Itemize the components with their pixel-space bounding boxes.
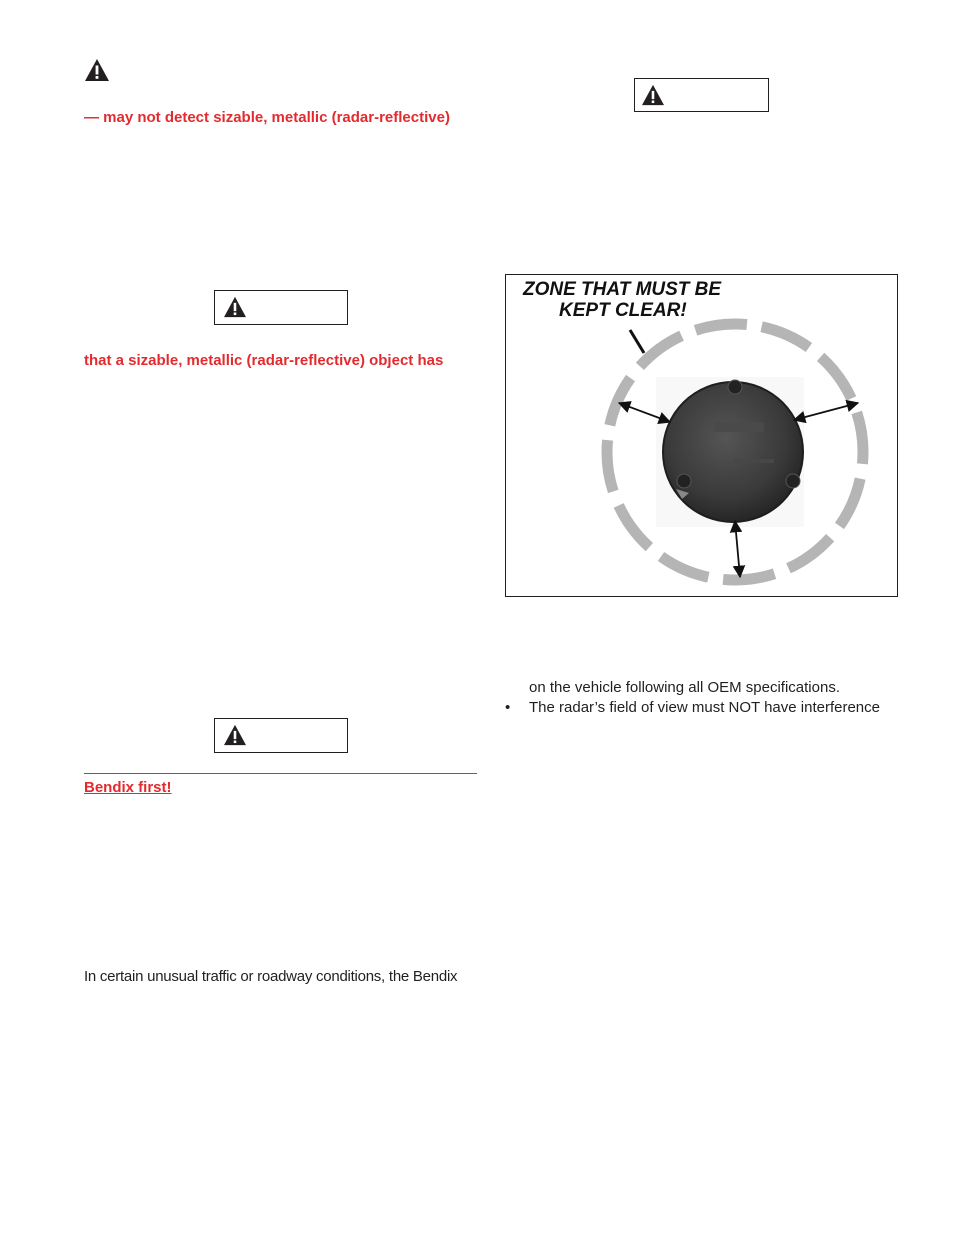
body-paragraph: In certain unusual traffic or roadway conditions, the Bendix xyxy=(84,968,458,985)
zone-label-line1: ZONE THAT MUST BE xyxy=(523,279,722,300)
warning-triangle-icon xyxy=(84,58,110,82)
radar-clear-zone-figure xyxy=(505,274,898,597)
warning-triangle-icon xyxy=(641,84,665,106)
radar-sensor xyxy=(663,380,803,522)
warning-2-text: that a sizable, metallic (radar-reflective) object has xyxy=(84,352,444,369)
bendix-first-link: Bendix first! xyxy=(84,779,172,796)
warning-triangle-icon xyxy=(223,724,247,746)
right-line-1: on the vehicle following all OEM specifications. xyxy=(529,679,840,696)
zone-pointer xyxy=(630,330,644,353)
arrow-bottom xyxy=(735,521,740,577)
zone-label-line2: KEPT CLEAR! xyxy=(559,300,687,321)
warning-triangle-icon xyxy=(223,296,247,318)
bullet-1-text: The radar’s field of view must NOT have interference xyxy=(529,699,880,716)
warning-box-3 xyxy=(214,718,348,753)
warning-box-2 xyxy=(214,290,348,325)
warning-1-text: — may not detect sizable, metallic (radar-reflective) xyxy=(84,109,450,126)
bullet-marker: • xyxy=(505,699,511,716)
warning-box-1 xyxy=(634,78,769,112)
red-divider xyxy=(84,773,477,774)
radar-sensor-diagram xyxy=(506,275,897,596)
